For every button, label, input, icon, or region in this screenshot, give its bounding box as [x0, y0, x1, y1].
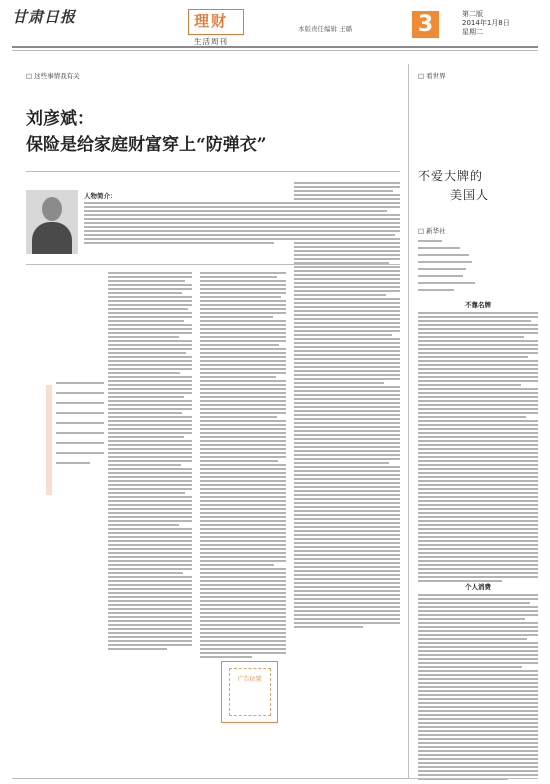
- portrait-body: [32, 222, 72, 254]
- editor-credit: 本版责任编辑 王璐: [298, 25, 353, 33]
- column-divider: [408, 64, 409, 778]
- edition-weekday: 星期二: [462, 28, 483, 36]
- right-article-text-1: [418, 312, 538, 582]
- right-headline-line2: 美国人: [450, 188, 490, 202]
- portrait-photo: [26, 190, 78, 254]
- newspaper-masthead: 甘肃日报: [12, 8, 77, 26]
- article-column-1: [108, 272, 192, 650]
- article-main-title: 保险是给家庭财富穿上“防弹衣”: [26, 135, 267, 155]
- edition-line: 第二版: [462, 10, 483, 18]
- right-poem-block: [418, 240, 478, 291]
- article-column-2: [200, 272, 286, 658]
- right-section-head-2: 个人消费: [465, 583, 491, 591]
- right-column-label: □ 看世界: [418, 71, 446, 80]
- right-article-text-2: [418, 594, 538, 780]
- title-rule: [26, 171, 400, 172]
- page-number: 3: [412, 11, 439, 38]
- pull-quote-mark: [46, 385, 52, 495]
- portrait-head: [42, 197, 62, 221]
- footer-rule: [12, 778, 538, 779]
- article-name-title: 刘彦斌：: [26, 109, 94, 129]
- right-section-head-1: 不靠名牌: [465, 301, 491, 309]
- article-column-3: [294, 182, 400, 628]
- intro-label: 人物简介：: [84, 192, 117, 200]
- header-rule-thin: [12, 50, 538, 51]
- right-headline-line1: 不爱大牌的: [418, 169, 484, 183]
- ad-stamp-text: 广告位置: [229, 668, 271, 716]
- section-name: 理财: [194, 12, 229, 30]
- ad-stamp: [221, 661, 278, 723]
- edition-info: [462, 10, 510, 37]
- edition-date: 2014年1月8日: [462, 19, 510, 27]
- left-column-label: □ 这些事情我有关: [26, 71, 80, 80]
- pull-quote-text: [56, 382, 104, 464]
- section-subtitle: 生活周刊: [194, 37, 228, 46]
- right-sub-label: □ 新华社: [418, 226, 446, 235]
- header-rule: [12, 46, 538, 48]
